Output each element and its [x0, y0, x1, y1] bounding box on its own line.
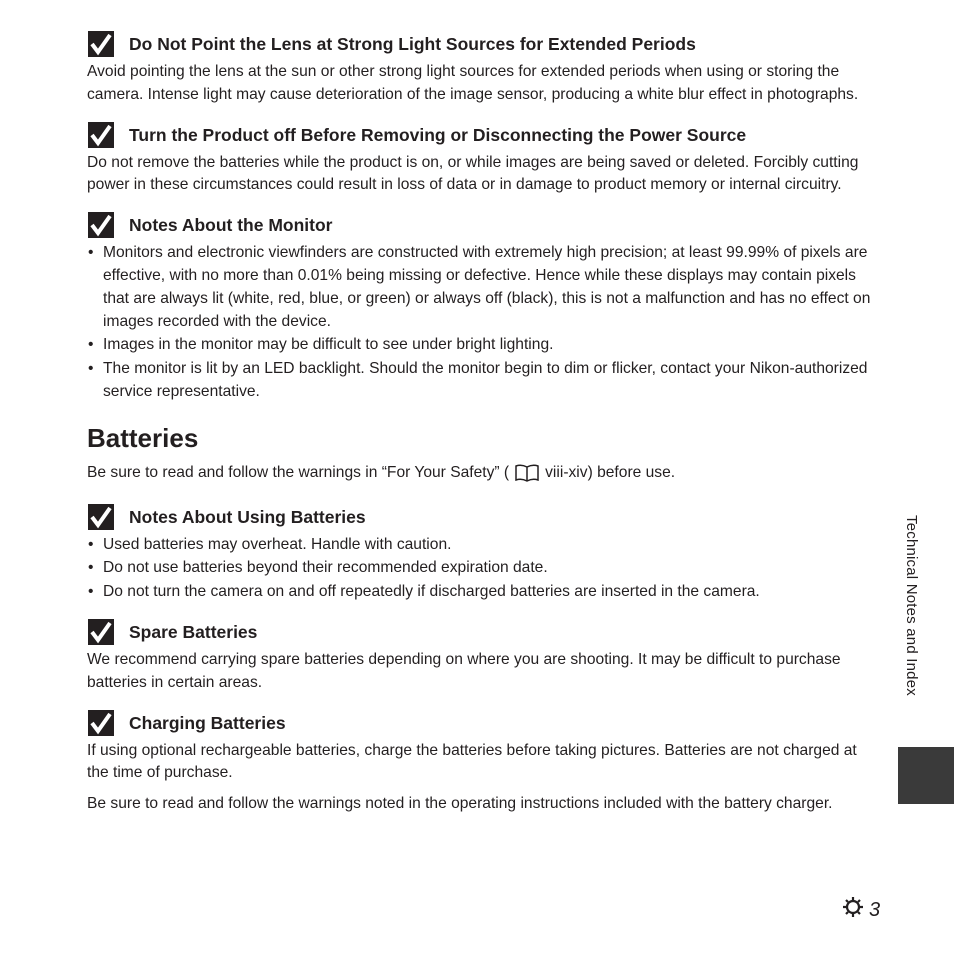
bullet-list — [87, 242, 872, 404]
note-paragraph: Do not remove the batteries while the product is on, or while images are being saved or deleted. Forcibly cutting power in these circumstances could result in loss of data or in damage to product memory or internal circuitry. — [87, 153, 859, 194]
side-tab-label: Technical Notes and Index — [903, 515, 920, 696]
note-section — [87, 709, 872, 816]
list-item: • Images in the monitor may be difficult to see under bright lighting. — [87, 334, 872, 357]
checkmark-icon — [87, 211, 115, 239]
note-paragraph: If using optional rechargeable batteries, charge the batteries before taking pictures. Batteries are not charged at the time of purchase. — [87, 741, 857, 782]
section-title: Batteries — [87, 422, 199, 453]
list-item: • Do not turn the camera on and off repeatedly if discharged batteries are inserted in the camera. — [87, 581, 872, 604]
list-item: • Do not use batteries beyond their recommended expiration date. — [87, 557, 872, 580]
note-heading-text: Turn the Product off Before Removing or Disconnecting the Power Source — [129, 124, 747, 145]
checkmark-icon — [87, 30, 115, 58]
note-section — [87, 211, 872, 404]
intro-text: Be sure to read and follow the warnings in “For Your Safety” ( — [87, 463, 510, 481]
note-heading — [87, 211, 872, 239]
note-section — [87, 121, 872, 198]
note-paragraph: We recommend carrying spare batteries depending on where you are shooting. It may be difficult to purchase batteries in certain areas. — [87, 650, 841, 691]
checkmark-icon — [87, 709, 115, 737]
note-paragraph: Be sure to read and follow the warnings noted in the operating instructions included with the battery charger. — [87, 795, 833, 813]
note-section — [87, 503, 872, 604]
note-heading-text: Charging Batteries — [129, 712, 286, 733]
note-heading-text: Spare Batteries — [129, 621, 258, 642]
list-item: • Used batteries may overheat. Handle with caution. — [87, 534, 872, 557]
note-heading — [87, 503, 872, 531]
intro-text: viii-xiv) before use. — [545, 463, 676, 481]
page-content — [87, 30, 872, 830]
note-heading — [87, 709, 872, 737]
checkmark-icon — [87, 121, 115, 149]
checkmark-icon — [87, 618, 115, 646]
batteries-intro — [87, 462, 872, 485]
list-item: • The monitor is lit by an LED backlight. Should the monitor begin to dim or flicker, contact your Nikon-authorized service representative. — [87, 358, 872, 404]
note-heading-text: Notes About the Monitor — [129, 215, 333, 236]
note-heading — [87, 618, 872, 646]
note-paragraph: Avoid pointing the lens at the sun or other strong light sources for extended periods when using or storing the camera. Intense light may cause deterioration of the image sensor, producing a white blur effect in photographs. — [87, 63, 859, 103]
note-heading-text: Do Not Point the Lens at Strong Light Sources for Extended Periods — [129, 34, 696, 54]
side-tab-marker — [898, 747, 954, 804]
note-section — [87, 30, 872, 107]
bullet-list — [87, 534, 872, 604]
checkmark-icon — [87, 503, 115, 531]
technical-notes-icon — [841, 895, 867, 925]
note-heading-text: Notes About Using Batteries — [129, 506, 366, 527]
note-section — [87, 618, 872, 695]
list-item: • Monitors and electronic viewfinders are constructed with extremely high precision; at least 99.99% of pixels are effective, with no more than 0.01% being missing or defective. Hence while these displays may contain pixels that are always lit (white, red, blue, or green) or always off (black), this is not a malfunction and has no effect on images recorded with the device. — [87, 242, 872, 333]
page-number — [841, 895, 880, 925]
page-number-text: 3 — [869, 898, 881, 921]
note-heading — [87, 30, 872, 58]
book-icon — [514, 464, 540, 482]
note-heading — [87, 121, 872, 149]
